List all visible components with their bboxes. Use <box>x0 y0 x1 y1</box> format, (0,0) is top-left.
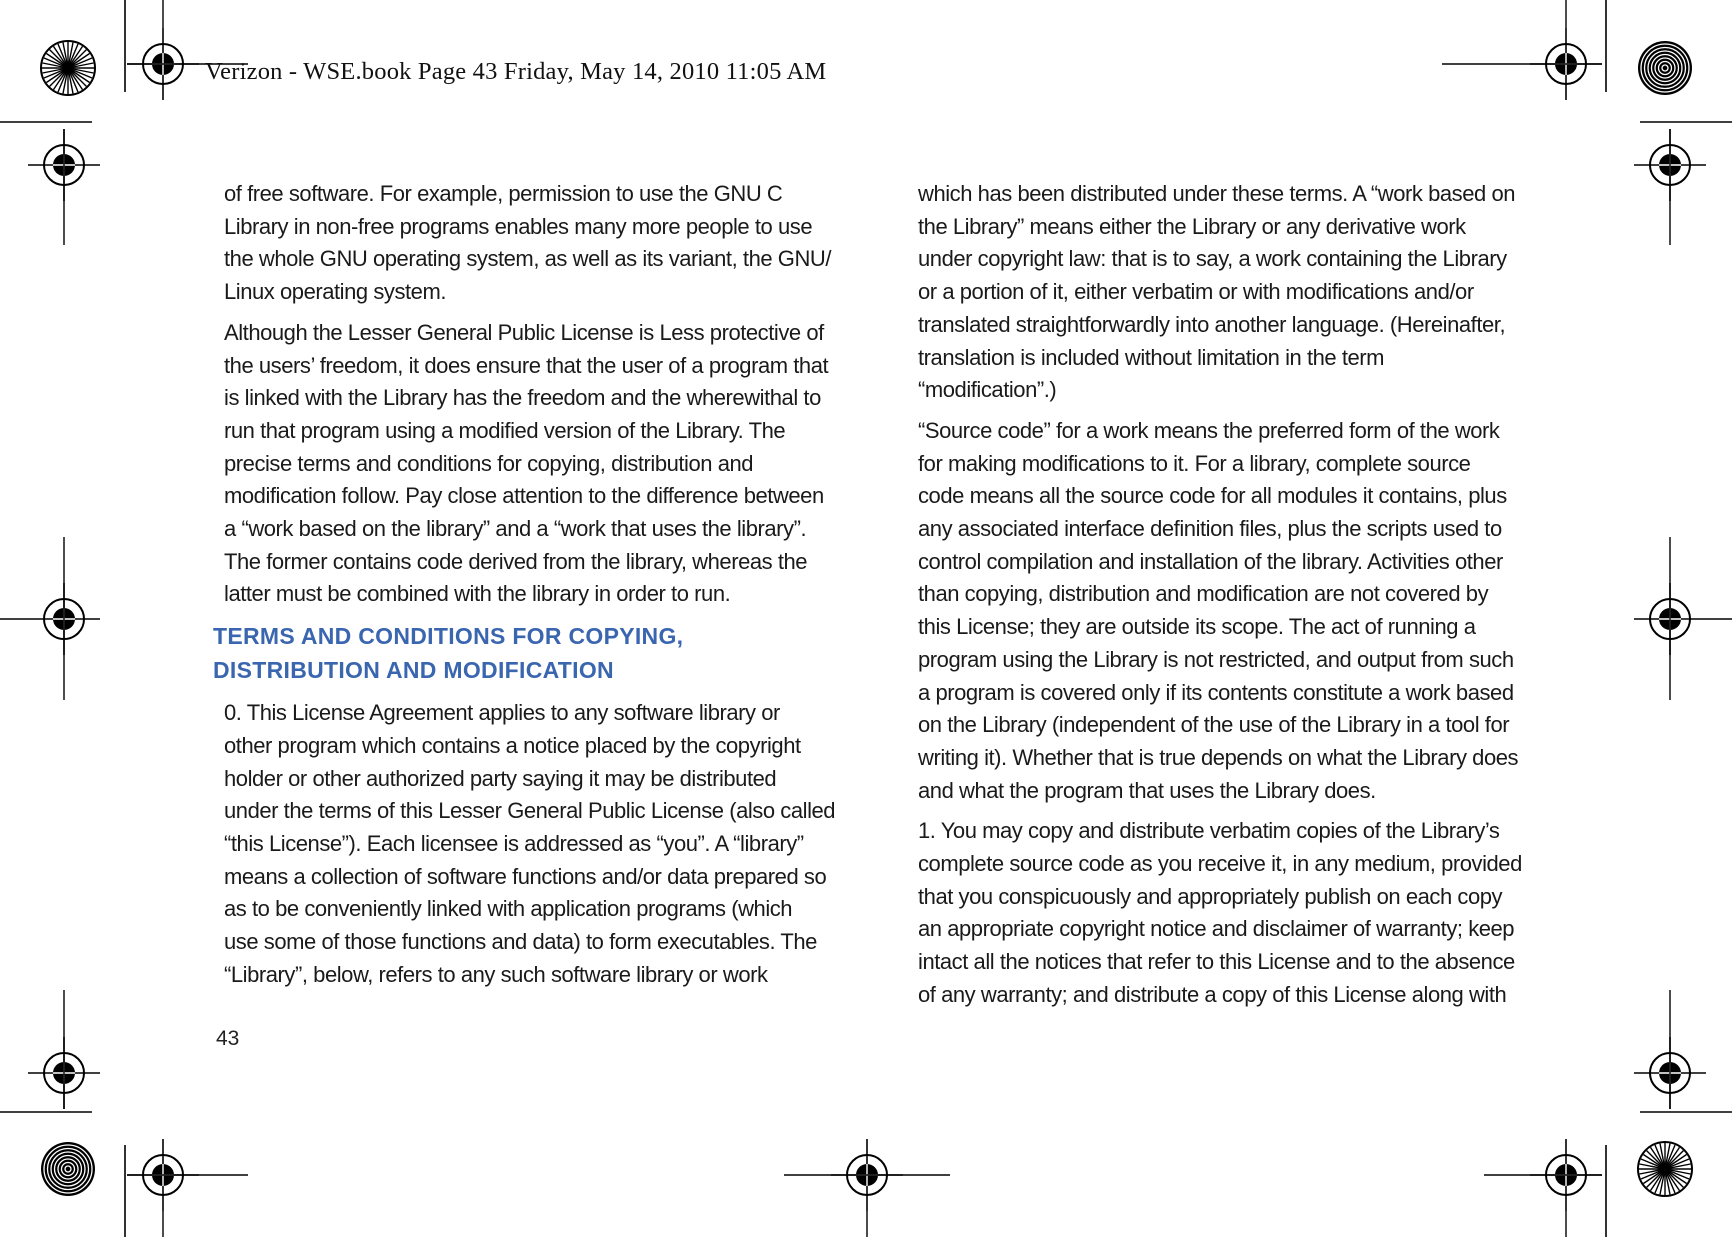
text-line: Although the Lesser General Public License is Less protective of <box>224 319 824 345</box>
text-line: any associated interface definition files, plus the scripts used to <box>918 516 1502 542</box>
text-line: Linux operating system. <box>224 279 446 305</box>
page-number: 43 <box>216 1027 240 1050</box>
text-line: Library in non-free programs enables many more people to use <box>224 213 813 239</box>
text-line: than copying, distribution and modification are not covered by <box>918 581 1489 607</box>
paragraph-free-software <box>224 178 846 309</box>
text-line: complete source code as you receive it, in any medium, provided <box>918 851 1522 877</box>
text-line: is linked with the Library has the freedom and the wherewithal to <box>224 385 821 411</box>
right-column <box>918 178 1538 1020</box>
text-line: intact all the notices that refer to this License and to the absence <box>918 949 1515 975</box>
text-line: that you conspicuously and appropriately publish on each copy <box>918 883 1503 909</box>
text-line: a program is covered only if its contents constitute a work based <box>918 679 1514 705</box>
paragraph-work-based-on-library <box>918 178 1538 407</box>
text-line: which has been distributed under these terms. A “work based on <box>918 181 1516 206</box>
text-line: or a portion of it, either verbatim or with modifications and/or <box>918 279 1474 305</box>
print-slug-header: Verizon - WSE.book Page 43 Friday, May 14, 2010 11:05 AM <box>205 58 827 85</box>
text-line: “this License”). Each licensee is addressed as “you”. A “library” <box>224 830 804 856</box>
text-line: run that program using a modified version of the Library. The <box>224 417 786 443</box>
paragraph-lesser-gpl <box>224 317 846 611</box>
text-line: of free software. For example, permission to use the GNU C <box>224 181 783 206</box>
text-line: holder or other authorized party saying it may be distributed <box>224 765 777 791</box>
text-line: the whole GNU operating system, as well as its variant, the GNU/ <box>224 246 832 272</box>
text-line: as to be conveniently linked with application programs (which <box>224 896 793 922</box>
text-line: of any warranty; and distribute a copy of this License along with <box>918 981 1507 1007</box>
text-line: other program which contains a notice placed by the copyright <box>224 732 801 758</box>
text-line: the users’ freedom, it does ensure that the user of a program that <box>224 352 829 378</box>
text-line: control compilation and installation of the library. Activities other <box>918 548 1503 574</box>
text-line: under copyright law: that is to say, a work containing the Library <box>918 246 1507 272</box>
text-line: “Library”, below, refers to any such software library or work <box>224 961 768 987</box>
section-heading <box>213 619 846 687</box>
paragraph-section-0 <box>224 697 846 991</box>
text-line: and what the program that uses the Library does. <box>918 777 1376 803</box>
text-line: writing it). Whether that is true depends on what the Library does <box>918 744 1519 770</box>
text-line: use some of those functions and data) to form executables. The <box>224 929 817 955</box>
text-line: The former contains code derived from the library, whereas the <box>224 548 808 574</box>
heading-line: TERMS AND CONDITIONS FOR COPYING, <box>213 623 684 650</box>
text-line: modification follow. Pay close attention to the difference between <box>224 483 824 509</box>
text-line: an appropriate copyright notice and disclaimer of warranty; keep <box>918 916 1515 942</box>
text-line: code means all the source code for all modules it contains, plus <box>918 483 1507 509</box>
text-line: 0. This License Agreement applies to any software library or <box>224 700 780 726</box>
left-column <box>213 178 846 999</box>
paragraph-source-code <box>918 415 1538 807</box>
text-line: translated straightforwardly into another language. (Hereinafter, <box>918 311 1506 337</box>
paragraph-section-1 <box>918 815 1538 1011</box>
text-line: “Source code” for a work means the preferred form of the work <box>918 417 1500 443</box>
text-line: a “work based on the library” and a “work that uses the library”. <box>224 516 807 542</box>
text-line: “modification”.) <box>918 377 1057 403</box>
text-line: this License; they are outside its scope. The act of running a <box>918 614 1476 640</box>
text-line: translation is included without limitation in the term <box>918 344 1385 370</box>
text-line: program using the Library is not restricted, and output from such <box>918 646 1514 672</box>
text-line: for making modifications to it. For a library, complete source <box>918 450 1471 476</box>
heading-line: DISTRIBUTION AND MODIFICATION <box>213 657 614 684</box>
text-line: means a collection of software functions and/or data prepared so <box>224 863 827 889</box>
text-line: latter must be combined with the library in order to run. <box>224 581 731 607</box>
text-line: on the Library (independent of the use of the Library in a tool for <box>918 712 1510 738</box>
text-line: under the terms of this Lesser General Public License (also called <box>224 798 836 824</box>
text-line: 1. You may copy and distribute verbatim copies of the Library’s <box>918 818 1500 844</box>
text-line: precise terms and conditions for copying, distribution and <box>224 450 754 476</box>
text-line: the Library” means either the Library or any derivative work <box>918 213 1466 239</box>
